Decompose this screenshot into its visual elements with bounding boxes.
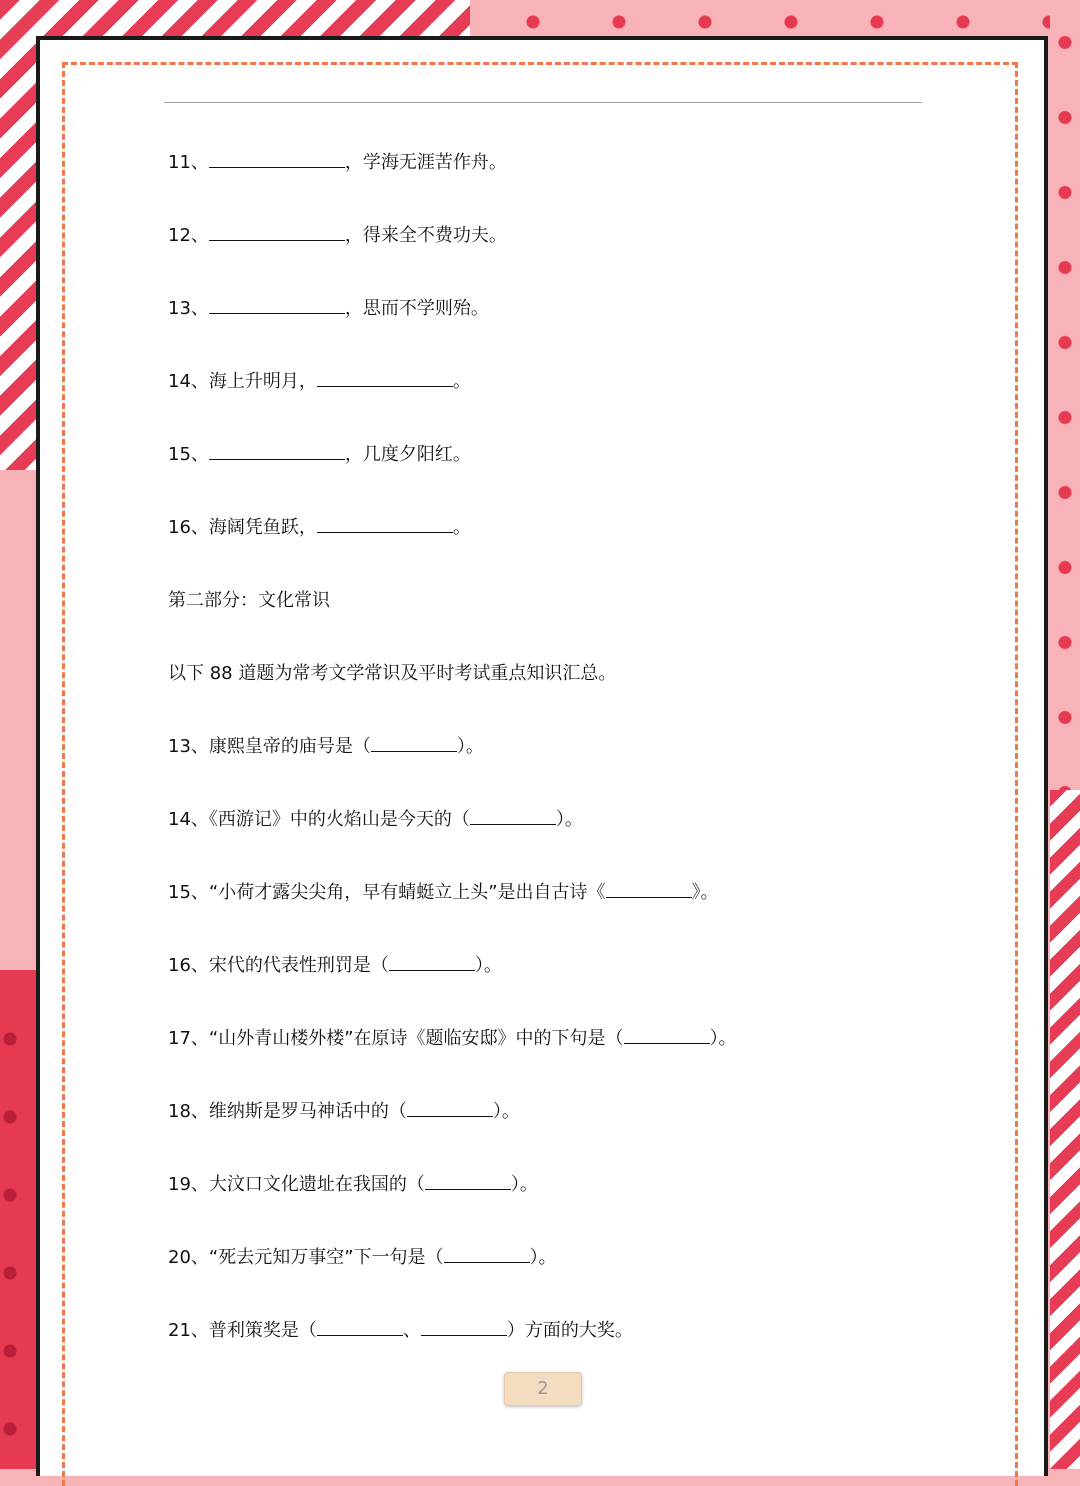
line-end: 。 [452,371,471,392]
separator: 、 [190,152,209,173]
question-number: 15 [168,882,191,903]
answer-blank[interactable] [606,883,692,898]
question-20 [168,1231,1008,1304]
question-number: 16 [168,955,191,976]
question-number: 11 [168,152,191,173]
question-text: 、“小荷才露尖尖角，早有蜻蜓立上头”是出自古诗《 [190,882,606,903]
question-number: 19 [168,1174,191,1195]
question-17 [168,1012,1008,1085]
answer-blank[interactable] [421,1321,507,1336]
left-pink-band [0,470,40,970]
question-number: 21 [168,1320,191,1341]
answer-blank[interactable] [209,445,345,460]
fill-line-15 [168,428,1008,501]
question-end: ）。 [492,1101,520,1122]
top-stripe-decoration [0,0,470,36]
fill-line-11 [168,136,1008,209]
question-19 [168,1158,1008,1231]
question-text: 、康熙皇帝的庙号是（ [190,736,371,757]
answer-blank[interactable] [624,1029,710,1044]
fill-line-13 [168,282,1008,355]
question-end: ）。 [555,809,583,830]
question-text: 、维纳斯是罗马神话中的（ [190,1101,407,1122]
top-dot-decoration [470,0,1080,36]
separator: 、 [190,298,209,319]
left-stripe-decoration [0,0,40,470]
answer-blank[interactable] [470,810,556,825]
question-end: ）。 [456,736,484,757]
line-text: ，得来全不费功夫。 [344,225,507,246]
answer-blank[interactable] [407,1102,493,1117]
question-text: 、《西游记》中的火焰山是今天的（ [190,809,470,830]
line-text: ，几度夕阳红。 [344,444,471,465]
fill-line-14 [168,355,1008,428]
question-number: 13 [168,298,191,319]
question-16 [168,939,1008,1012]
fill-line-16 [168,501,1008,574]
line-text: ，学海无涯苦作舟。 [344,152,507,173]
right-dot-decoration [1050,0,1080,800]
question-number: 20 [168,1247,191,1268]
left-dot-decoration [0,970,40,1469]
answer-blank[interactable] [389,956,475,971]
question-end: ）。 [529,1247,557,1268]
separator: 、 [190,444,209,465]
question-number: 17 [168,1028,191,1049]
page-number: 2 [504,1372,582,1406]
question-end: ）。 [510,1174,538,1195]
answer-blank[interactable] [209,153,345,168]
line-text: 海阔凭鱼跃， [208,517,317,538]
question-number: 15 [168,444,191,465]
answer-blank[interactable] [317,518,453,533]
answer-blank[interactable] [209,299,345,314]
question-end: 》。 [691,882,719,903]
question-13 [168,720,1008,793]
separator: 、 [190,371,209,392]
right-stripe-decoration [1050,790,1080,1469]
question-number: 16 [168,517,191,538]
header-rule [164,102,922,103]
question-number: 12 [168,225,191,246]
question-end: ）。 [709,1028,737,1049]
separator: 、 [190,517,209,538]
question-14 [168,793,1008,866]
answer-blank[interactable] [371,737,457,752]
worksheet-content [168,136,1008,1377]
separator: 、 [190,225,209,246]
answer-blank[interactable] [425,1175,511,1190]
question-text: 、“死去元知万事空”下一句是（ [190,1247,444,1268]
answer-blank[interactable] [317,372,453,387]
worksheet-paper [36,36,1048,1476]
question-text: 、宋代的代表性刑罚是（ [190,955,389,976]
section-title: 第二部分：文化常识 [168,590,330,611]
question-18 [168,1085,1008,1158]
answer-blank[interactable] [317,1321,403,1336]
question-end: ）方面的大奖。 [506,1320,633,1341]
question-number: 14 [168,809,191,830]
section-intro: 以下 88 道题为常考文学常识及平时考试重点知识汇总。 [168,663,617,684]
question-text: 、普利策奖是（ [190,1320,317,1341]
line-text: ，思而不学则殆。 [344,298,489,319]
question-15 [168,866,1008,939]
question-number: 13 [168,736,191,757]
line-text: 海上升明月， [208,371,317,392]
answer-blank[interactable] [444,1248,530,1263]
question-21 [168,1304,1008,1377]
fill-line-12 [168,209,1008,282]
line-end: 。 [452,517,471,538]
question-end: ）。 [474,955,502,976]
answer-blank[interactable] [209,226,345,241]
question-number: 14 [168,371,191,392]
question-separator: 、 [402,1320,421,1341]
question-text: 、“山外青山楼外楼”在原诗《题临安邸》中的下句是（ [190,1028,624,1049]
question-text: 、大汶口文化遗址在我国的（ [190,1174,425,1195]
question-number: 18 [168,1101,191,1122]
